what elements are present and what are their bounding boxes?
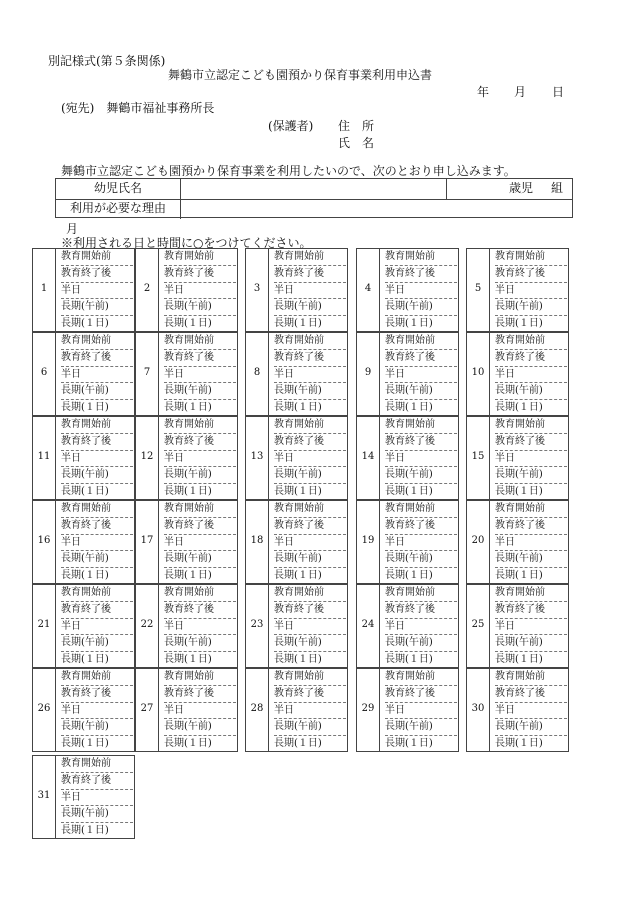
form-title: 舞鶴市立認定こども園預かり保育事業利用申込書 bbox=[168, 68, 433, 82]
time-option[interactable]: 半日 bbox=[164, 619, 236, 636]
time-option[interactable]: 教育開始前 bbox=[385, 333, 457, 350]
time-option[interactable]: 長期(１日) bbox=[274, 570, 322, 582]
time-options bbox=[56, 668, 135, 752]
time-option[interactable]: 長期(１日) bbox=[274, 318, 322, 330]
day-number-box bbox=[32, 416, 56, 500]
day-number: 2 bbox=[143, 283, 151, 294]
intro-text: 舞鶴市立認定こども園預かり保育事業を利用したいので、次のとおり申し込みます。 bbox=[61, 164, 516, 178]
time-option[interactable]: 教育開始前 bbox=[61, 669, 133, 686]
time-option[interactable]: 教育終了後 bbox=[61, 266, 133, 283]
time-option[interactable]: 長期(午前) bbox=[274, 383, 346, 400]
time-options bbox=[269, 416, 348, 500]
time-option[interactable]: 教育終了後 bbox=[274, 518, 346, 535]
time-option[interactable]: 教育開始前 bbox=[274, 333, 346, 350]
time-option[interactable]: 長期(１日) bbox=[385, 486, 433, 498]
day-number-box bbox=[245, 332, 269, 416]
day-number: 9 bbox=[364, 367, 372, 378]
day-number-box bbox=[135, 248, 159, 332]
day-number: 15 bbox=[471, 451, 485, 462]
time-option[interactable]: 長期(午前) bbox=[61, 806, 133, 823]
time-option[interactable]: 教育終了後 bbox=[274, 266, 346, 283]
time-option[interactable]: 長期(午前) bbox=[164, 635, 236, 652]
time-option[interactable]: 教育終了後 bbox=[164, 350, 236, 367]
time-option[interactable]: 教育終了後 bbox=[164, 266, 236, 283]
day-number-box bbox=[245, 416, 269, 500]
day-number: 4 bbox=[364, 283, 372, 294]
time-option[interactable]: 半日 bbox=[164, 283, 236, 300]
time-option[interactable]: 半日 bbox=[495, 535, 567, 552]
time-option[interactable]: 半日 bbox=[274, 283, 346, 300]
day-number: 1 bbox=[40, 283, 48, 294]
address-label: 住 所 bbox=[338, 119, 375, 133]
time-option[interactable]: 半日 bbox=[164, 451, 236, 468]
time-options bbox=[490, 584, 569, 668]
time-options bbox=[380, 248, 459, 332]
addressee: (宛先) 舞鶴市福祉事務所長 bbox=[61, 101, 215, 115]
day-number-box bbox=[32, 755, 56, 839]
time-option[interactable]: 長期(午前) bbox=[61, 299, 133, 316]
time-option[interactable]: 半日 bbox=[61, 619, 133, 636]
time-options bbox=[380, 416, 459, 500]
time-option[interactable]: 半日 bbox=[495, 451, 567, 468]
time-options bbox=[159, 248, 238, 332]
time-option[interactable]: 長期(１日) bbox=[385, 402, 433, 414]
time-option[interactable]: 教育開始前 bbox=[495, 333, 567, 350]
day-number: 23 bbox=[250, 619, 264, 630]
time-option[interactable]: 教育終了後 bbox=[385, 266, 457, 283]
time-option[interactable]: 半日 bbox=[385, 283, 457, 300]
time-option[interactable]: 長期(午前) bbox=[385, 467, 457, 484]
time-option[interactable]: 半日 bbox=[385, 367, 457, 384]
day-number: 10 bbox=[471, 367, 485, 378]
time-option[interactable]: 半日 bbox=[274, 367, 346, 384]
time-option[interactable]: 長期(１日) bbox=[61, 570, 109, 582]
time-option[interactable]: 教育開始前 bbox=[495, 249, 567, 266]
time-option[interactable]: 半日 bbox=[61, 703, 133, 720]
time-options bbox=[159, 332, 238, 416]
day-number-box bbox=[135, 416, 159, 500]
time-option[interactable]: 教育終了後 bbox=[495, 434, 567, 451]
day-number-box bbox=[245, 668, 269, 752]
time-option[interactable]: 長期(午前) bbox=[385, 383, 457, 400]
time-options bbox=[56, 416, 135, 500]
time-option[interactable]: 長期(午前) bbox=[274, 299, 346, 316]
time-option[interactable]: 教育開始前 bbox=[274, 417, 346, 434]
time-option[interactable]: 長期(午前) bbox=[495, 383, 567, 400]
time-option[interactable]: 教育終了後 bbox=[495, 686, 567, 703]
time-option[interactable]: 長期(１日) bbox=[164, 318, 212, 330]
time-option[interactable]: 教育開始前 bbox=[164, 333, 236, 350]
time-option[interactable]: 長期(午前) bbox=[385, 719, 457, 736]
time-option[interactable]: 教育終了後 bbox=[274, 434, 346, 451]
calendar-grid bbox=[32, 248, 552, 839]
time-option[interactable]: 教育開始前 bbox=[61, 417, 133, 434]
time-option[interactable]: 教育終了後 bbox=[274, 686, 346, 703]
date-year-label: 年 bbox=[477, 85, 490, 99]
time-option[interactable]: 教育開始前 bbox=[274, 585, 346, 602]
time-option[interactable]: 半日 bbox=[274, 451, 346, 468]
time-option[interactable]: 教育終了後 bbox=[61, 518, 133, 535]
time-option[interactable]: 半日 bbox=[164, 703, 236, 720]
time-option[interactable]: 半日 bbox=[385, 703, 457, 720]
time-option[interactable]: 教育開始前 bbox=[164, 249, 236, 266]
time-options bbox=[269, 332, 348, 416]
age-class-field[interactable] bbox=[446, 179, 572, 199]
time-option[interactable]: 長期(午前) bbox=[61, 383, 133, 400]
time-options bbox=[380, 584, 459, 668]
time-option[interactable]: 長期(午前) bbox=[164, 551, 236, 568]
day-number: 12 bbox=[140, 451, 154, 462]
time-option[interactable]: 教育開始前 bbox=[495, 501, 567, 518]
time-option[interactable]: 半日 bbox=[385, 619, 457, 636]
time-options bbox=[490, 668, 569, 752]
time-option[interactable]: 半日 bbox=[274, 703, 346, 720]
time-option[interactable]: 長期(１日) bbox=[495, 402, 543, 414]
child-name-label: 幼児氏名 bbox=[56, 179, 181, 199]
time-option[interactable]: 長期(午前) bbox=[61, 719, 133, 736]
day-number-box bbox=[356, 584, 380, 668]
time-option[interactable]: 教育開始前 bbox=[61, 333, 133, 350]
day-number: 20 bbox=[471, 535, 485, 546]
day-number: 31 bbox=[37, 790, 51, 801]
time-option[interactable]: 長期(１日) bbox=[274, 486, 322, 498]
time-options bbox=[490, 248, 569, 332]
class-label: 組 bbox=[551, 181, 564, 195]
time-option[interactable]: 長期(１日) bbox=[164, 402, 212, 414]
month-label: 月 bbox=[66, 222, 79, 236]
day-number-box bbox=[466, 584, 490, 668]
day-number: 24 bbox=[361, 619, 375, 630]
time-option[interactable]: 長期(１日) bbox=[61, 654, 109, 666]
time-option[interactable]: 教育終了後 bbox=[164, 434, 236, 451]
time-option[interactable]: 長期(午前) bbox=[164, 383, 236, 400]
time-option[interactable]: 教育開始前 bbox=[61, 249, 133, 266]
time-option[interactable]: 教育終了後 bbox=[61, 686, 133, 703]
day-number: 7 bbox=[143, 367, 151, 378]
time-option[interactable]: 長期(１日) bbox=[495, 654, 543, 666]
time-option[interactable]: 半日 bbox=[274, 619, 346, 636]
day-number-box bbox=[356, 500, 380, 584]
time-option[interactable]: 半日 bbox=[274, 535, 346, 552]
time-option[interactable]: 長期(１日) bbox=[385, 654, 433, 666]
day-number: 19 bbox=[361, 535, 375, 546]
time-option[interactable]: 長期(１日) bbox=[274, 402, 322, 414]
time-option[interactable]: 教育終了後 bbox=[164, 602, 236, 619]
time-option[interactable]: 教育終了後 bbox=[61, 602, 133, 619]
time-option[interactable]: 長期(１日) bbox=[61, 825, 109, 837]
time-option[interactable]: 教育終了後 bbox=[164, 518, 236, 535]
time-option[interactable]: 教育終了後 bbox=[385, 350, 457, 367]
time-options bbox=[269, 500, 348, 584]
child-name-row bbox=[56, 179, 572, 200]
reason-label: 利用が必要な理由 bbox=[56, 199, 181, 219]
time-option[interactable]: 長期(１日) bbox=[61, 402, 109, 414]
day-number: 3 bbox=[253, 283, 261, 294]
time-option[interactable]: 教育終了後 bbox=[495, 266, 567, 283]
day-number-box bbox=[135, 668, 159, 752]
time-options bbox=[380, 332, 459, 416]
time-option[interactable]: 長期(１日) bbox=[495, 318, 543, 330]
day-number: 6 bbox=[40, 367, 48, 378]
age-label: 歳児 bbox=[509, 181, 534, 195]
time-option[interactable]: 長期(１日) bbox=[61, 318, 109, 330]
time-option[interactable]: 長期(午前) bbox=[495, 635, 567, 652]
day-number: 21 bbox=[37, 619, 51, 630]
reason-row[interactable] bbox=[56, 199, 572, 219]
time-option[interactable]: 教育開始前 bbox=[164, 669, 236, 686]
day-number: 8 bbox=[253, 367, 261, 378]
day-number-box bbox=[245, 500, 269, 584]
time-option[interactable]: 長期(１日) bbox=[495, 570, 543, 582]
time-option[interactable]: 半日 bbox=[385, 535, 457, 552]
day-number-box bbox=[32, 500, 56, 584]
time-option[interactable]: 教育終了後 bbox=[61, 434, 133, 451]
time-option[interactable]: 教育開始前 bbox=[164, 585, 236, 602]
day-number: 5 bbox=[474, 283, 482, 294]
day-number: 18 bbox=[250, 535, 264, 546]
day-number-box bbox=[135, 584, 159, 668]
time-option[interactable]: 教育開始前 bbox=[385, 501, 457, 518]
time-option[interactable]: 長期(１日) bbox=[274, 738, 322, 750]
day-number-box bbox=[135, 500, 159, 584]
day-number-box bbox=[245, 248, 269, 332]
time-option[interactable]: 長期(１日) bbox=[385, 570, 433, 582]
time-option[interactable]: 教育終了後 bbox=[164, 686, 236, 703]
day-number-box bbox=[356, 332, 380, 416]
time-option[interactable]: 教育開始前 bbox=[274, 669, 346, 686]
time-option[interactable]: 長期(午前) bbox=[495, 467, 567, 484]
time-option[interactable]: 長期(１日) bbox=[61, 486, 109, 498]
time-options bbox=[56, 584, 135, 668]
time-option[interactable]: 長期(午前) bbox=[385, 551, 457, 568]
date-month-label: 月 bbox=[514, 85, 527, 99]
time-option[interactable]: 半日 bbox=[495, 619, 567, 636]
time-option[interactable]: 教育開始前 bbox=[164, 417, 236, 434]
time-option[interactable]: 教育終了後 bbox=[274, 350, 346, 367]
time-option[interactable]: 長期(午前) bbox=[61, 551, 133, 568]
time-option[interactable]: 長期(午前) bbox=[164, 299, 236, 316]
day-number-box bbox=[356, 248, 380, 332]
time-option[interactable]: 長期(午前) bbox=[385, 299, 457, 316]
day-number: 30 bbox=[471, 703, 485, 714]
time-option[interactable]: 教育開始前 bbox=[164, 501, 236, 518]
time-option[interactable]: 教育終了後 bbox=[61, 350, 133, 367]
time-option[interactable]: 長期(１日) bbox=[495, 738, 543, 750]
day-number: 28 bbox=[250, 703, 264, 714]
time-option[interactable]: 長期(１日) bbox=[495, 486, 543, 498]
time-option[interactable]: 半日 bbox=[495, 367, 567, 384]
day-number: 29 bbox=[361, 703, 375, 714]
day-number-box bbox=[466, 248, 490, 332]
time-options bbox=[380, 500, 459, 584]
time-options bbox=[159, 500, 238, 584]
form-reference: 別記様式(第５条関係) bbox=[48, 54, 166, 68]
time-option[interactable]: 長期(午前) bbox=[61, 467, 133, 484]
time-option[interactable]: 教育開始前 bbox=[61, 585, 133, 602]
time-option[interactable]: 教育終了後 bbox=[61, 773, 133, 790]
time-option[interactable]: 半日 bbox=[61, 535, 133, 552]
time-option[interactable]: 教育終了後 bbox=[385, 518, 457, 535]
time-option[interactable]: 長期(１日) bbox=[274, 654, 322, 666]
time-option[interactable]: 半日 bbox=[495, 703, 567, 720]
time-option[interactable]: 教育開始前 bbox=[274, 249, 346, 266]
time-option[interactable]: 半日 bbox=[61, 283, 133, 300]
time-option[interactable]: 教育開始前 bbox=[385, 669, 457, 686]
day-number-box bbox=[32, 584, 56, 668]
time-option[interactable]: 教育開始前 bbox=[61, 756, 133, 773]
time-option[interactable]: 半日 bbox=[61, 451, 133, 468]
time-option[interactable]: 長期(午前) bbox=[495, 551, 567, 568]
time-options bbox=[380, 668, 459, 752]
time-option[interactable]: 半日 bbox=[61, 790, 133, 807]
time-option[interactable]: 教育終了後 bbox=[385, 686, 457, 703]
time-option[interactable]: 長期(午前) bbox=[495, 719, 567, 736]
time-option[interactable]: 長期(１日) bbox=[164, 570, 212, 582]
time-option[interactable]: 教育終了後 bbox=[495, 350, 567, 367]
time-option[interactable]: 長期(午前) bbox=[164, 467, 236, 484]
time-options bbox=[490, 500, 569, 584]
time-option[interactable]: 教育開始前 bbox=[274, 501, 346, 518]
name-label: 氏 名 bbox=[338, 136, 375, 150]
day-number-box bbox=[135, 332, 159, 416]
time-option[interactable]: 教育終了後 bbox=[495, 518, 567, 535]
time-options bbox=[269, 584, 348, 668]
time-options bbox=[159, 416, 238, 500]
time-option[interactable]: 教育終了後 bbox=[385, 434, 457, 451]
day-number: 27 bbox=[140, 703, 154, 714]
time-options bbox=[269, 248, 348, 332]
time-option[interactable]: 教育終了後 bbox=[385, 602, 457, 619]
time-option[interactable]: 教育開始前 bbox=[495, 669, 567, 686]
day-number-box bbox=[356, 416, 380, 500]
time-option[interactable]: 半日 bbox=[495, 283, 567, 300]
time-option[interactable]: 教育開始前 bbox=[385, 585, 457, 602]
day-number: 25 bbox=[471, 619, 485, 630]
time-option[interactable]: 教育開始前 bbox=[61, 501, 133, 518]
time-option[interactable]: 教育終了後 bbox=[274, 602, 346, 619]
time-option[interactable]: 半日 bbox=[164, 367, 236, 384]
instruction-text: ※利用される日と時間に○をつけてください。 bbox=[61, 236, 312, 250]
time-option[interactable]: 長期(１日) bbox=[164, 654, 212, 666]
date-day-label: 日 bbox=[552, 85, 565, 99]
day-number: 17 bbox=[140, 535, 154, 546]
time-options bbox=[159, 668, 238, 752]
time-option[interactable]: 教育開始前 bbox=[495, 417, 567, 434]
day-number: 13 bbox=[250, 451, 264, 462]
time-option[interactable]: 長期(１日) bbox=[164, 738, 212, 750]
day-number: 11 bbox=[37, 451, 51, 462]
time-option[interactable]: 長期(午前) bbox=[274, 635, 346, 652]
guardian-label: (保護者) bbox=[268, 119, 314, 133]
day-number-box bbox=[32, 668, 56, 752]
day-number-box bbox=[466, 332, 490, 416]
day-number-box bbox=[32, 332, 56, 416]
time-options bbox=[269, 668, 348, 752]
day-number: 26 bbox=[37, 703, 51, 714]
time-options bbox=[56, 332, 135, 416]
time-option[interactable]: 長期(１日) bbox=[164, 486, 212, 498]
day-number: 16 bbox=[37, 535, 51, 546]
time-option[interactable]: 長期(午前) bbox=[164, 719, 236, 736]
time-option[interactable]: 長期(１日) bbox=[61, 738, 109, 750]
time-options bbox=[56, 755, 135, 839]
day-number-box bbox=[32, 248, 56, 332]
time-option[interactable]: 長期(午前) bbox=[274, 551, 346, 568]
time-option[interactable]: 教育開始前 bbox=[385, 417, 457, 434]
time-options bbox=[56, 248, 135, 332]
day-number-box bbox=[356, 668, 380, 752]
time-option[interactable]: 教育開始前 bbox=[385, 249, 457, 266]
day-number: 22 bbox=[140, 619, 154, 630]
time-option[interactable]: 長期(午前) bbox=[385, 635, 457, 652]
time-options bbox=[490, 416, 569, 500]
day-number: 14 bbox=[361, 451, 375, 462]
time-options bbox=[56, 500, 135, 584]
day-number-box bbox=[245, 584, 269, 668]
day-number-box bbox=[466, 668, 490, 752]
day-number-box bbox=[466, 500, 490, 584]
time-option[interactable]: 教育開始前 bbox=[495, 585, 567, 602]
day-number-box bbox=[466, 416, 490, 500]
time-option[interactable]: 長期(午前) bbox=[274, 467, 346, 484]
time-option[interactable]: 教育終了後 bbox=[495, 602, 567, 619]
time-option[interactable]: 半日 bbox=[61, 367, 133, 384]
time-option[interactable]: 半日 bbox=[164, 535, 236, 552]
time-option[interactable]: 半日 bbox=[385, 451, 457, 468]
time-option[interactable]: 長期(１日) bbox=[385, 738, 433, 750]
time-options bbox=[490, 332, 569, 416]
time-options bbox=[159, 584, 238, 668]
time-option[interactable]: 長期(午前) bbox=[61, 635, 133, 652]
time-option[interactable]: 長期(午前) bbox=[495, 299, 567, 316]
time-option[interactable]: 長期(午前) bbox=[274, 719, 346, 736]
time-option[interactable]: 長期(１日) bbox=[385, 318, 433, 330]
applicant-info-table bbox=[55, 178, 573, 218]
